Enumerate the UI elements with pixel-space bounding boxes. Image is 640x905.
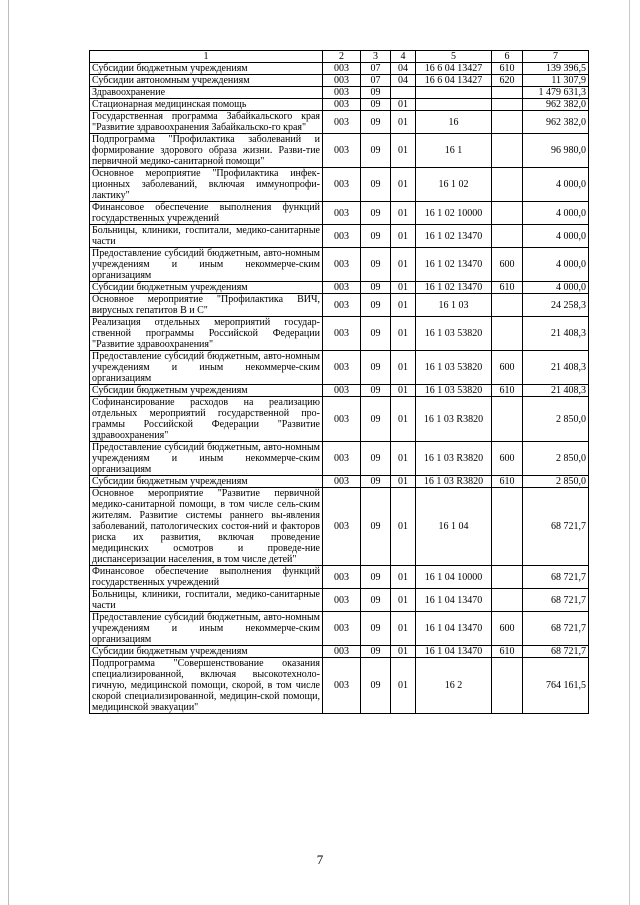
page-number: 7 [316,852,324,867]
row-name-cell: Субсидии бюджетным учреждениям [90,646,323,658]
row-subsection-cell: 01 [391,248,416,282]
row-expense-type-cell [492,168,523,202]
row-amount-cell: 24 258,3 [523,294,589,317]
row-admin-cell: 003 [323,658,361,714]
table-row [90,476,589,488]
row-expense-type-cell: 620 [492,75,523,87]
row-expense-type-cell: 600 [492,442,523,476]
row-expense-type-cell: 610 [492,646,523,658]
row-name-cell: Субсидии бюджетным учреждениям [90,476,323,488]
row-name-cell: Финансовое обеспечение выполнения функций государственных учреждений [90,566,323,589]
table-row [90,397,589,442]
table-row [90,225,589,248]
row-amount-cell: 21 408,3 [523,351,589,385]
row-admin-cell: 003 [323,476,361,488]
row-name-cell: Предоставление субсидий бюджетным, авто-номным учреждениям и иным некоммерче-ским организациям [90,612,323,646]
row-section-cell: 09 [361,476,391,488]
row-section-cell: 09 [361,317,391,351]
row-amount-cell: 139 396,5 [523,63,589,75]
row-admin-cell: 003 [323,317,361,351]
row-target-cell: 16 1 04 [416,488,492,566]
row-name-cell: Субсидии бюджетным учреждениям [90,385,323,397]
row-admin-cell: 003 [323,442,361,476]
row-expense-type-cell: 610 [492,63,523,75]
row-subsection-cell: 04 [391,75,416,87]
row-expense-type-cell [492,87,523,99]
row-amount-cell: 4 000,0 [523,248,589,282]
row-name-cell: Основное мероприятие "Профилактика инфек-ционных заболеваний, включая иммунопрофи-лактику" [90,168,323,202]
table-row [90,317,589,351]
row-expense-type-cell [492,111,523,134]
row-expense-type-cell: 600 [492,351,523,385]
row-name-cell: Предоставление субсидий бюджетным, авто-номным учреждениям и иным некоммерче-ским организациям [90,248,323,282]
row-subsection-cell: 01 [391,442,416,476]
row-name-cell: Подпрограмма "Совершенствование оказания специализированной, включая высокотехноло-гичную, медицинской помощи, скорой, в том числе скорой специализированной, медицин-ской помощи, медицинской эвакуации" [90,658,323,714]
row-section-cell: 09 [361,294,391,317]
row-name-cell: Софинансирование расходов на реализацию отдельных мероприятий государственной про-граммы Российской Федерации "Развитие здравоохранения" [90,397,323,442]
row-subsection-cell: 01 [391,111,416,134]
header-cell-target: 5 [416,51,492,63]
row-expense-type-cell [492,488,523,566]
row-amount-cell: 68 721,7 [523,646,589,658]
row-subsection-cell: 01 [391,168,416,202]
row-subsection-cell: 04 [391,63,416,75]
row-name-cell: Субсидии автономным учреждениям [90,75,323,87]
row-amount-cell: 2 850,0 [523,476,589,488]
row-section-cell: 09 [361,488,391,566]
row-section-cell: 09 [361,589,391,612]
row-section-cell: 09 [361,351,391,385]
row-amount-cell: 68 721,7 [523,566,589,589]
row-section-cell: 09 [361,111,391,134]
header-cell-admin: 2 [323,51,361,63]
row-amount-cell: 68 721,7 [523,488,589,566]
row-amount-cell: 2 850,0 [523,442,589,476]
row-admin-cell: 003 [323,351,361,385]
row-section-cell: 09 [361,225,391,248]
row-target-cell: 16 1 04 13470 [416,589,492,612]
row-target-cell: 16 1 03 [416,294,492,317]
row-admin-cell: 003 [323,87,361,99]
row-subsection-cell [391,87,416,99]
row-subsection-cell: 01 [391,566,416,589]
row-expense-type-cell [492,397,523,442]
row-expense-type-cell [492,566,523,589]
row-name-cell: Государственная программа Забайкальского края "Развитие здравоохранения Забайкальско-го края" [90,111,323,134]
header-cell-section: 3 [361,51,391,63]
budget-table [89,50,589,714]
row-name-cell: Основное мероприятие "Профилактика ВИЧ, вирусных гепатитов В и С" [90,294,323,317]
row-amount-cell: 96 980,0 [523,134,589,168]
row-name-cell: Предоставление субсидий бюджетным, авто-номным учреждениям и иным некоммерче-ским организациям [90,442,323,476]
table-row [90,75,589,87]
row-target-cell: 16 6 04 13427 [416,63,492,75]
row-name-cell: Больницы, клиники, госпитали, медико-санитарные части [90,589,323,612]
row-admin-cell: 003 [323,99,361,111]
row-subsection-cell: 01 [391,385,416,397]
row-name-cell: Больницы, клиники, госпитали, медико-санитарные части [90,225,323,248]
row-expense-type-cell: 600 [492,248,523,282]
row-section-cell: 09 [361,99,391,111]
table-row [90,351,589,385]
row-target-cell: 16 1 03 R3820 [416,397,492,442]
row-section-cell: 09 [361,397,391,442]
row-admin-cell: 003 [323,385,361,397]
header-cell-expense-type: 6 [492,51,523,63]
row-subsection-cell: 01 [391,488,416,566]
row-target-cell: 16 1 02 10000 [416,202,492,225]
table-row [90,87,589,99]
row-expense-type-cell: 610 [492,282,523,294]
row-expense-type-cell: 600 [492,612,523,646]
row-subsection-cell: 01 [391,397,416,442]
table-row [90,111,589,134]
row-expense-type-cell [492,658,523,714]
row-target-cell: 16 1 [416,134,492,168]
row-section-cell: 09 [361,282,391,294]
table-row [90,63,589,75]
row-admin-cell: 003 [323,488,361,566]
row-name-cell: Стационарная медицинская помощь [90,99,323,111]
row-target-cell: 16 1 03 53820 [416,317,492,351]
row-amount-cell: 21 408,3 [523,317,589,351]
row-admin-cell: 003 [323,63,361,75]
row-section-cell: 09 [361,385,391,397]
row-section-cell: 09 [361,442,391,476]
header-cell-amount: 7 [523,51,589,63]
scan-edge-left [8,0,9,905]
row-target-cell: 16 1 03 53820 [416,351,492,385]
row-section-cell: 09 [361,168,391,202]
table-row [90,202,589,225]
row-section-cell: 09 [361,87,391,99]
row-target-cell: 16 1 04 13470 [416,646,492,658]
row-name-cell: Субсидии бюджетным учреждениям [90,282,323,294]
table-row [90,294,589,317]
table-row [90,385,589,397]
row-target-cell [416,99,492,111]
row-expense-type-cell [492,225,523,248]
row-admin-cell: 003 [323,225,361,248]
row-admin-cell: 003 [323,397,361,442]
row-name-cell: Здравоохранение [90,87,323,99]
row-expense-type-cell [492,589,523,612]
row-target-cell: 16 1 02 13470 [416,248,492,282]
row-subsection-cell: 01 [391,589,416,612]
table-row [90,282,589,294]
table-row [90,566,589,589]
row-admin-cell: 003 [323,111,361,134]
row-target-cell: 16 1 03 R3820 [416,476,492,488]
row-target-cell [416,87,492,99]
row-expense-type-cell: 610 [492,385,523,397]
row-target-cell: 16 6 04 13427 [416,75,492,87]
row-admin-cell: 003 [323,589,361,612]
row-amount-cell: 4 000,0 [523,225,589,248]
row-target-cell: 16 1 03 53820 [416,385,492,397]
row-amount-cell: 1 479 631,3 [523,87,589,99]
row-admin-cell: 003 [323,566,361,589]
row-target-cell: 16 [416,111,492,134]
row-section-cell: 09 [361,134,391,168]
row-subsection-cell: 01 [391,658,416,714]
table-row [90,488,589,566]
row-section-cell: 09 [361,566,391,589]
table-row [90,612,589,646]
row-target-cell: 16 1 04 13470 [416,612,492,646]
row-subsection-cell: 01 [391,612,416,646]
row-section-cell: 09 [361,646,391,658]
row-expense-type-cell [492,317,523,351]
row-admin-cell: 003 [323,134,361,168]
row-name-cell: Основное мероприятие "Развитие первичной медико-санитарной помощи, в том числе сель-ским жителям. Развитие системы раннего вы-явления заболеваний, патологических состоя-ний и факторов риска их развития, включая проведение медицинских осмотров и проведе-ние диспансеризации населения, в том числе детей" [90,488,323,566]
row-subsection-cell: 01 [391,225,416,248]
row-name-cell: Подпрограмма "Профилактика заболеваний и формирование здорового образа жизни. Разви-тие первичной медико-санитарной помощи" [90,134,323,168]
row-target-cell: 16 1 03 R3820 [416,442,492,476]
row-subsection-cell: 01 [391,282,416,294]
row-target-cell: 16 2 [416,658,492,714]
row-target-cell: 16 1 02 13470 [416,225,492,248]
table-row [90,248,589,282]
row-section-cell: 09 [361,202,391,225]
row-amount-cell: 4 000,0 [523,202,589,225]
row-amount-cell: 4 000,0 [523,282,589,294]
row-target-cell: 16 1 04 10000 [416,566,492,589]
table-row [90,658,589,714]
row-amount-cell: 21 408,3 [523,385,589,397]
row-section-cell: 09 [361,612,391,646]
table-row [90,589,589,612]
row-section-cell: 07 [361,75,391,87]
row-amount-cell: 962 382,0 [523,111,589,134]
row-section-cell: 07 [361,63,391,75]
row-target-cell: 16 1 02 [416,168,492,202]
row-name-cell: Реализация отдельных мероприятий государ-ственной программы Российской Федерации "Развитие здравоохранения" [90,317,323,351]
scan-edge-right [629,0,630,905]
row-subsection-cell: 01 [391,99,416,111]
row-name-cell: Субсидии бюджетным учреждениям [90,63,323,75]
row-amount-cell: 4 000,0 [523,168,589,202]
row-expense-type-cell [492,294,523,317]
row-amount-cell: 764 161,5 [523,658,589,714]
row-subsection-cell: 01 [391,476,416,488]
header-cell-name: 1 [90,51,323,63]
table-row [90,134,589,168]
row-admin-cell: 003 [323,646,361,658]
row-amount-cell: 2 850,0 [523,397,589,442]
row-name-cell: Финансовое обеспечение выполнения функций государственных учреждений [90,202,323,225]
row-subsection-cell: 01 [391,202,416,225]
row-name-cell: Предоставление субсидий бюджетным, авто-номным учреждениям и иным некоммерче-ским организациям [90,351,323,385]
row-subsection-cell: 01 [391,351,416,385]
row-section-cell: 09 [361,248,391,282]
row-admin-cell: 003 [323,202,361,225]
row-subsection-cell: 01 [391,134,416,168]
table-row [90,168,589,202]
row-admin-cell: 003 [323,248,361,282]
row-amount-cell: 68 721,7 [523,589,589,612]
row-expense-type-cell: 610 [492,476,523,488]
row-expense-type-cell [492,202,523,225]
row-subsection-cell: 01 [391,294,416,317]
table-header-row [90,51,589,63]
row-admin-cell: 003 [323,282,361,294]
row-target-cell: 16 1 02 13470 [416,282,492,294]
row-amount-cell: 962 382,0 [523,99,589,111]
row-admin-cell: 003 [323,294,361,317]
table-row [90,646,589,658]
row-amount-cell: 11 307,9 [523,75,589,87]
row-expense-type-cell [492,134,523,168]
row-admin-cell: 003 [323,75,361,87]
table-row [90,99,589,111]
row-amount-cell: 68 721,7 [523,612,589,646]
row-admin-cell: 003 [323,612,361,646]
row-subsection-cell: 01 [391,646,416,658]
table-row [90,442,589,476]
row-subsection-cell: 01 [391,317,416,351]
row-expense-type-cell [492,99,523,111]
row-section-cell: 09 [361,658,391,714]
header-cell-subsection: 4 [391,51,416,63]
row-admin-cell: 003 [323,168,361,202]
